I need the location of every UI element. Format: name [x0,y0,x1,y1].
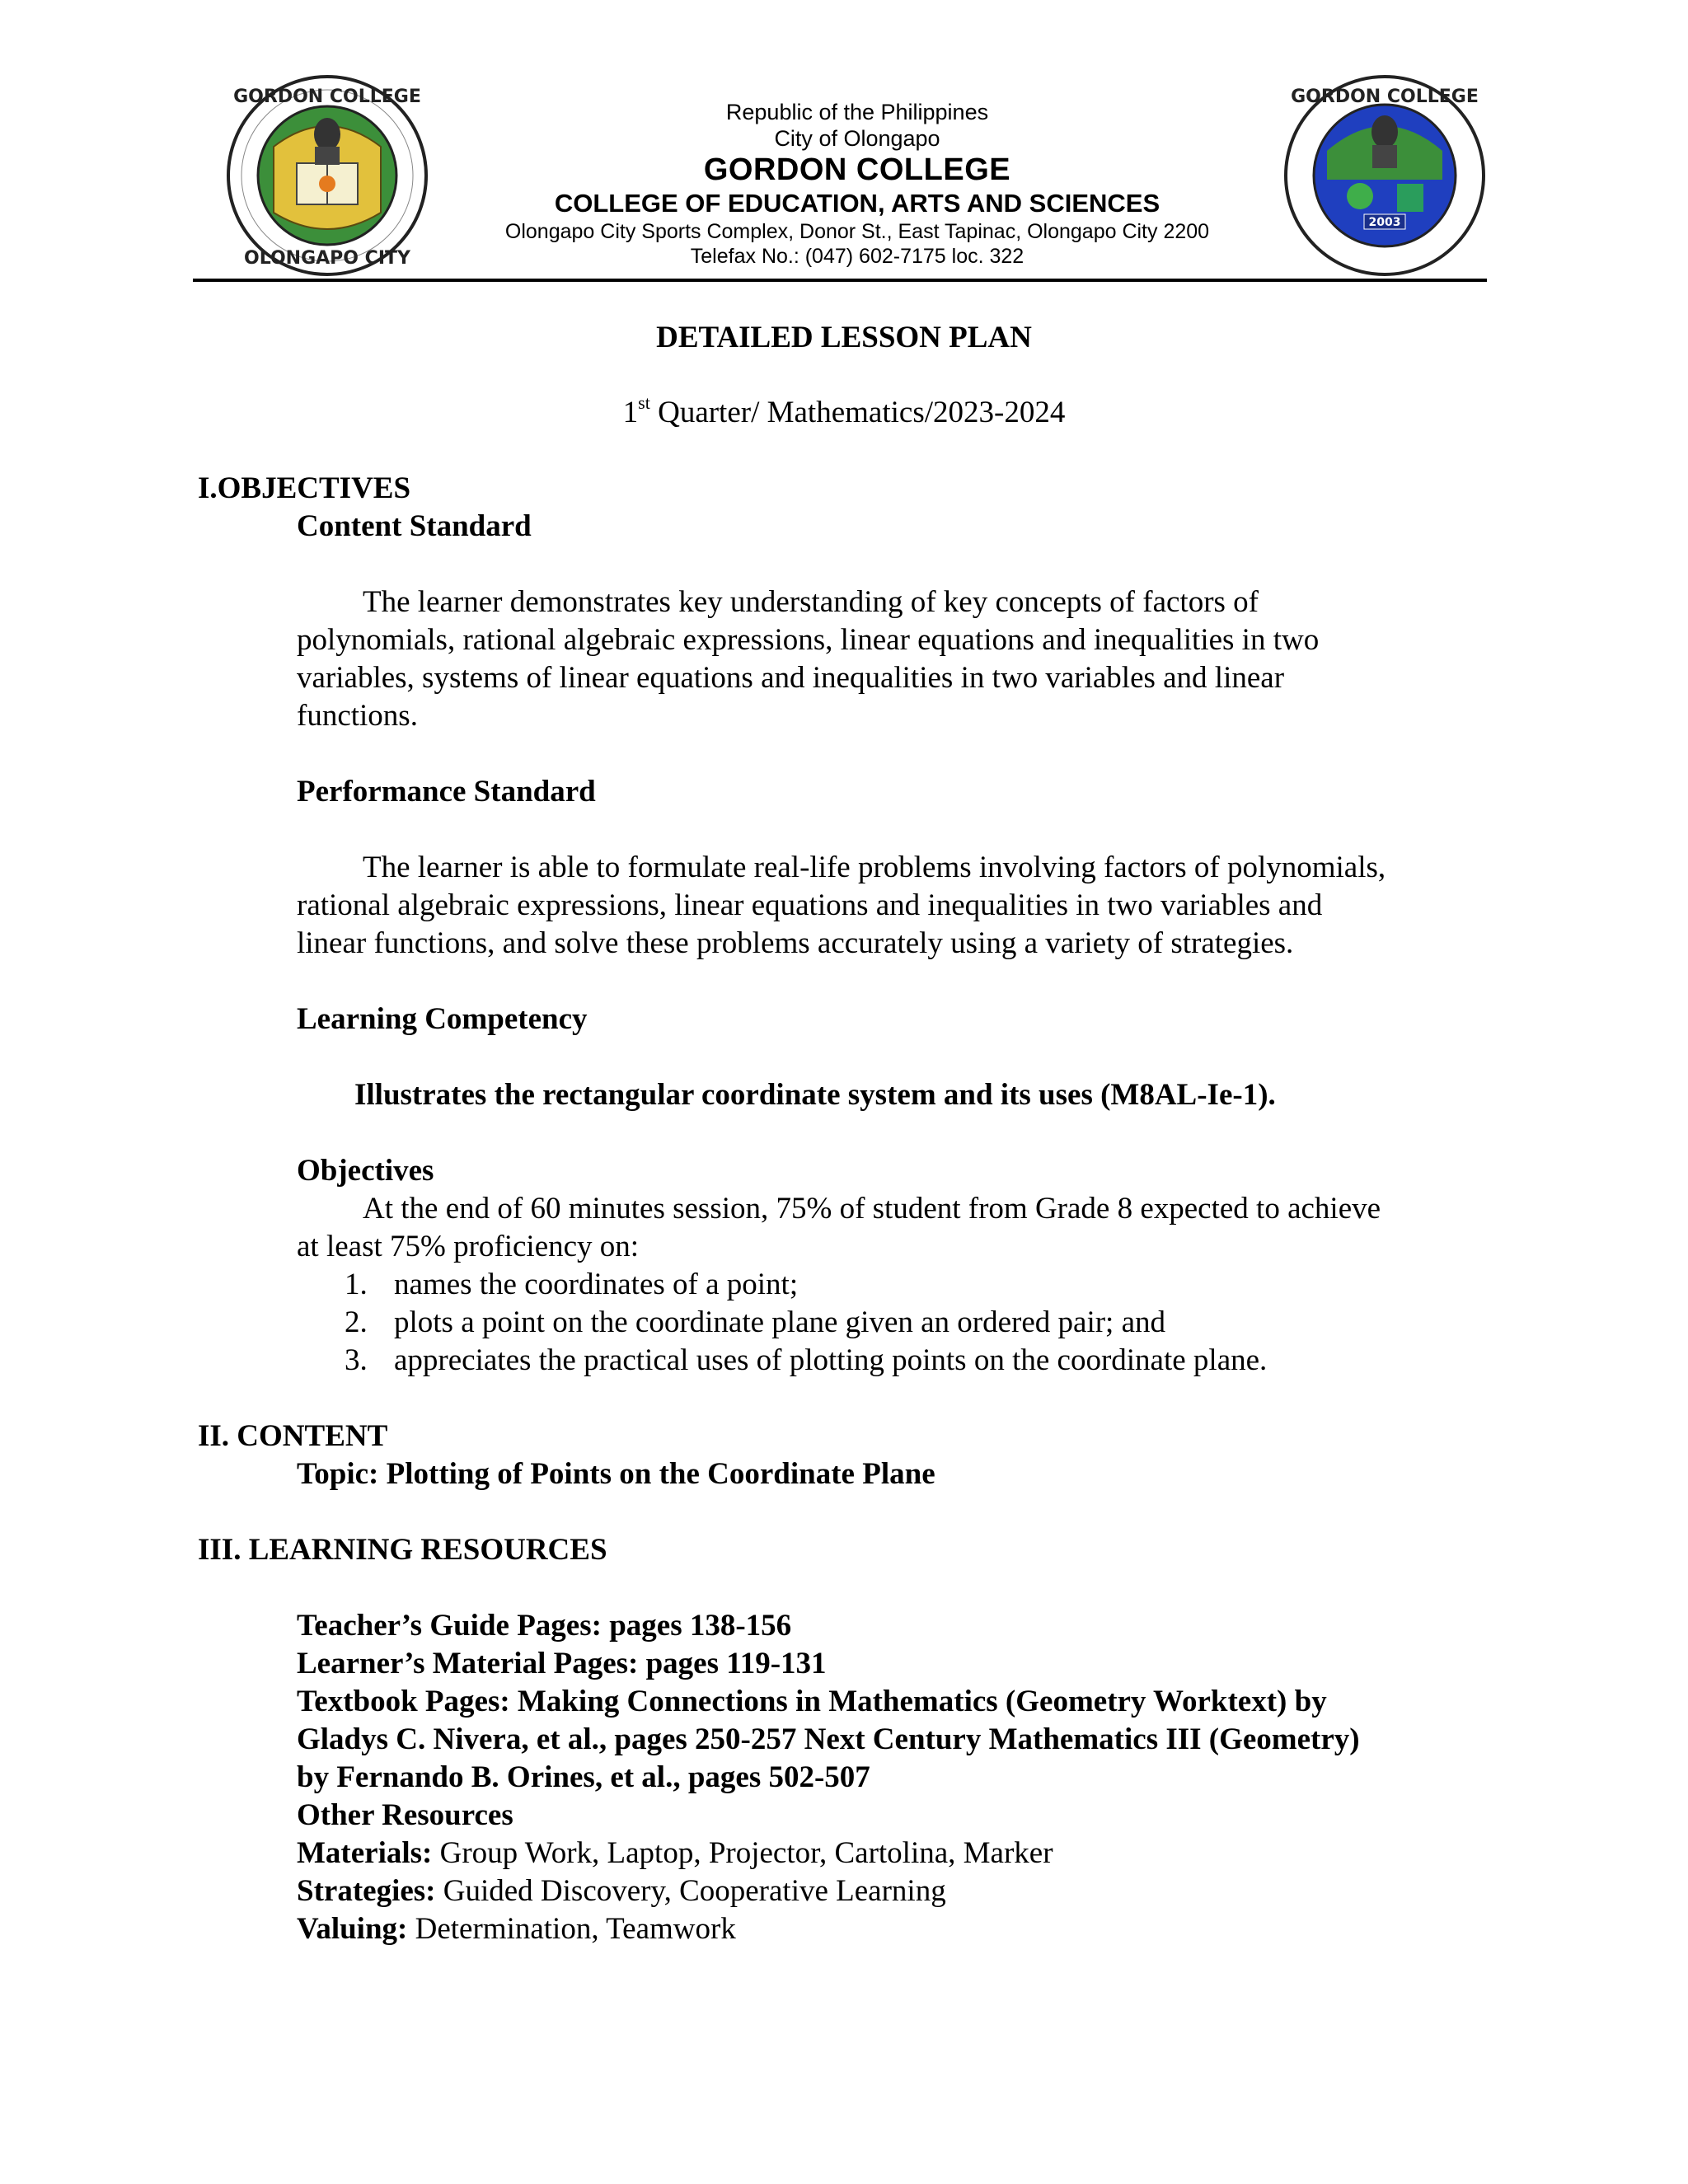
header-telefax: Telefax No.: (047) 602-7175 loc. 322 [690,244,1025,268]
content-heading: II. CONTENT [198,1419,388,1453]
objectives-subheading: Objectives [297,1154,434,1188]
textbook-pages: Textbook Pages: Making Connections in Mathematics (Geometry Worktext) by Gladys C. Nivera, et al., pages 250-257 Next Century Mathematics III (Geometry) by Fernando B. Orines, et al., pages 502-507 [297,1685,1360,1794]
objective-item: 2. plots a point on the coordinate plane given an ordered pair; and [345,1305,1166,1339]
objective-item: 3. appreciates the practical uses of plotting points on the coordinate plane. [345,1343,1268,1377]
ceas-seal-icon [1282,73,1488,279]
header-city: City of Olongapo [774,126,940,152]
header-college-name: GORDON COLLEGE [703,152,1011,187]
content-standard-heading: Content Standard [297,509,532,543]
svg-text:2003: 2003 [1368,216,1401,229]
strategies-line: Strategies: Guided Discovery, Cooperative Learning [297,1874,946,1908]
gordon-college-seal-icon [224,73,430,279]
content-topic: Topic: Plotting of Points on the Coordinate Plane [297,1457,935,1491]
other-resources: Other Resources [297,1798,513,1832]
header-divider [193,279,1487,282]
learning-competency-heading: Learning Competency [297,1002,588,1036]
header-country: Republic of the Philippines [725,100,989,124]
header-address: Olongapo City Sports Complex, Donor St., East Tapinac, Olongapo City 2200 [504,219,1210,243]
letterhead [462,99,1253,269]
objective-item: 1. names the coordinates of a point; [345,1268,799,1301]
objectives-intro: At the end of 60 minutes session, 75% of student from Grade 8 expected to achieve at least 75% proficiency on: [297,1192,1381,1263]
document-title: DETAILED LESSON PLAN [656,321,1032,354]
svg-text:GORDON COLLEGE: GORDON COLLEGE [1291,87,1479,107]
performance-standard-heading: Performance Standard [297,775,596,808]
quarter-line: 1st Quarter/ Mathematics/2023-2024 [622,392,1066,429]
svg-text:OLONGAPO CITY: OLONGAPO CITY [244,248,410,269]
teachers-guide-pages: Teacher’s Guide Pages: pages 138-156 [297,1609,792,1643]
learning-resources-heading: III. LEARNING RESOURCES [198,1533,607,1567]
learners-material-pages: Learner’s Material Pages: pages 119-131 [297,1647,827,1680]
svg-text:GORDON COLLEGE: GORDON COLLEGE [233,87,421,107]
valuing-line: Valuing: Determination, Teamwork [297,1912,736,1946]
performance-standard-text: The learner is able to formulate real-life problems involving factors of polynomials, rational algebraic expressions, linear equations and inequalities in two variables and linear functions, and solve these problems accurately using a variety of strategies. [297,851,1386,960]
header-department: COLLEGE OF EDUCATION, ARTS AND SCIENCES [554,189,1160,218]
materials-line: Materials: Group Work, Laptop, Projector, Cartolina, Marker [297,1836,1053,1870]
content-standard-text: The learner demonstrates key understanding of key concepts of factors of polynomials, rational algebraic expressions, linear equations and inequalities in two variables, systems of linear equations and inequalities in two variables and linear functions. [297,585,1320,733]
objectives-heading: I.OBJECTIVES [198,471,411,505]
learning-competency-text: Illustrates the rectangular coordinate system and its uses (M8AL-Ie-1). [354,1078,1276,1112]
